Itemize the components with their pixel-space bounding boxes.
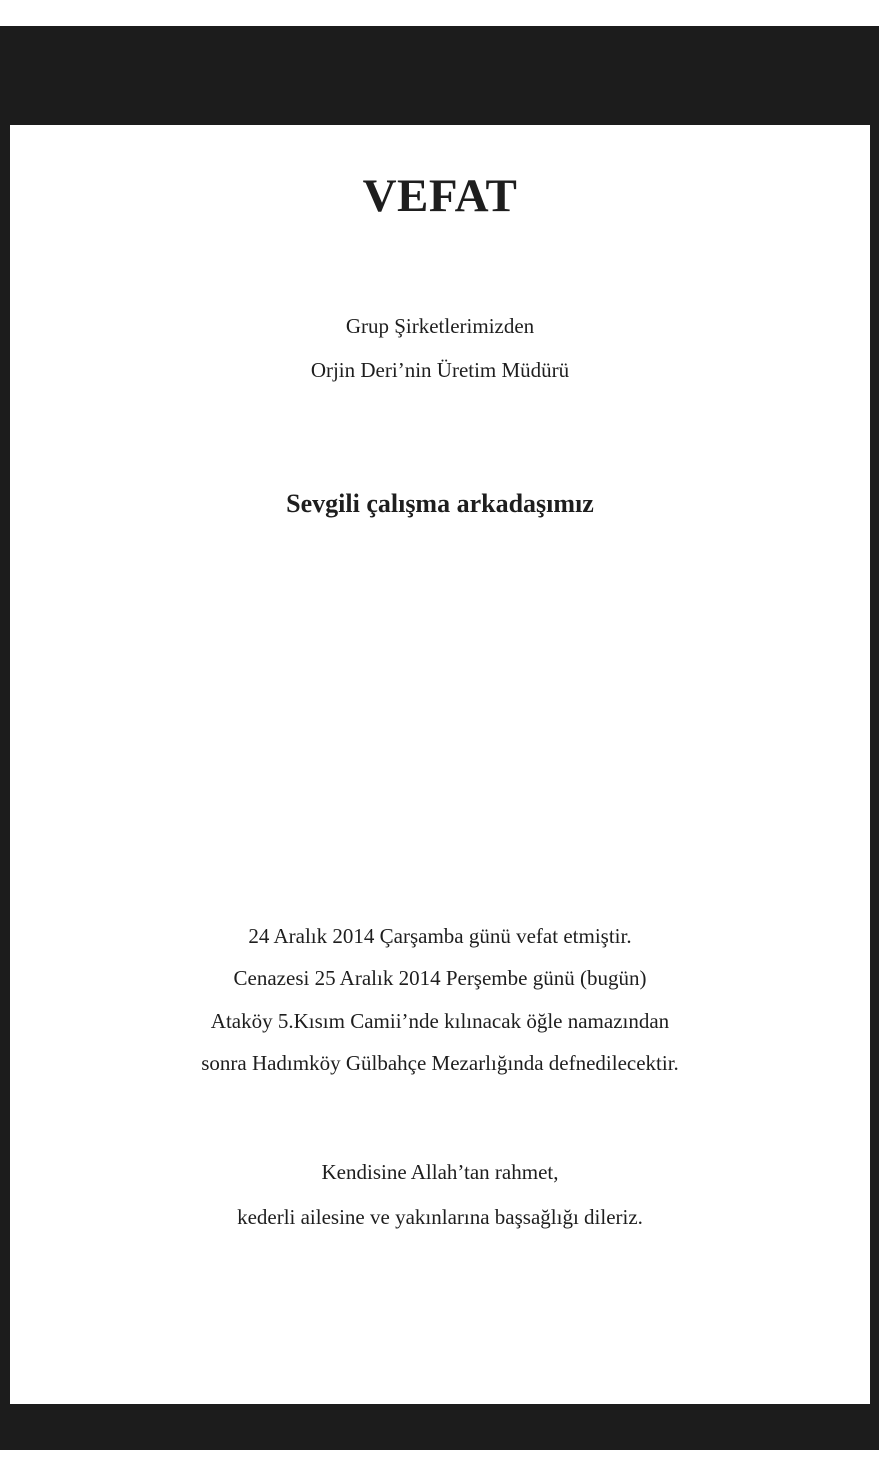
obituary-notice: [10, 125, 870, 1404]
notice-title: VEFAT: [362, 170, 518, 222]
body-line-funeral-date: Cenazesi 25 Aralık 2014 Perşembe günü (bugün): [233, 966, 647, 990]
intro-line-position: Orjin Deri’nin Üretim Müdürü: [310, 358, 570, 382]
notice-heading: Sevgili çalışma arkadaşımız: [286, 489, 594, 518]
intro-line-company-group: Grup Şirketlerimizden: [345, 314, 535, 338]
black-border-frame: [0, 26, 879, 1450]
body-line-mosque: Ataköy 5.Kısım Camii’nde kılınacak öğle namazından: [210, 1009, 670, 1033]
condolence-line-2: kederli ailesine ve yakınlarına başsağlığı dileriz.: [237, 1205, 643, 1229]
body-line-cemetery: sonra Hadımköy Gülbahçe Mezarlığında defnedilecektir.: [201, 1051, 679, 1075]
condolence-line-1: Kendisine Allah’tan rahmet,: [321, 1160, 559, 1184]
body-line-date-of-death: 24 Aralık 2014 Çarşamba günü vefat etmiştir.: [248, 924, 632, 948]
